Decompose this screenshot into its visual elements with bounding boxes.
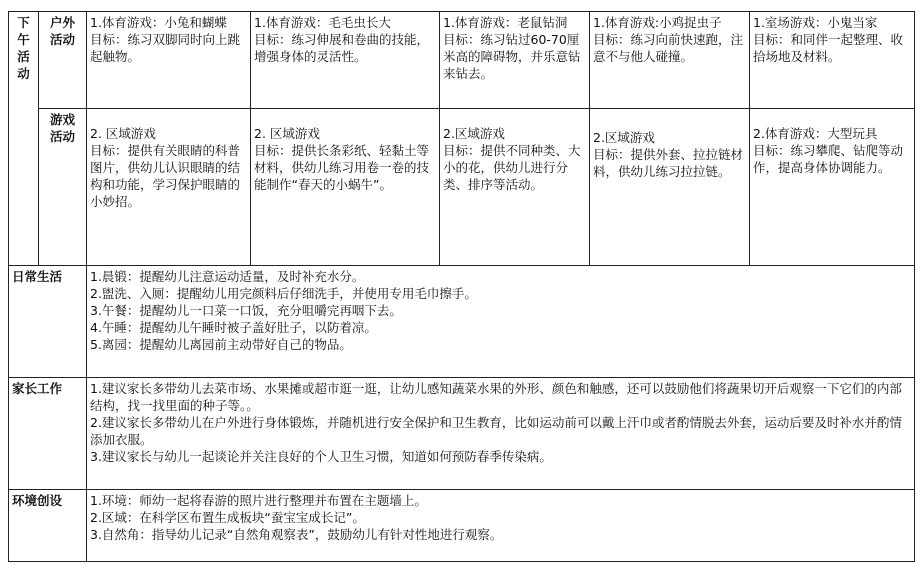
activity-title: 1.体育游戏：毛毛虫长大 <box>254 15 391 30</box>
activity-goal: 目标：练习向前快速跑，注意不与他人碰撞。 <box>593 32 744 64</box>
list-item: 3.建议家长与幼儿一起谈论并关注良好的个人卫生习惯，知道如何预防春季传染病。 <box>90 449 552 464</box>
activity-goal: 目标：提供外套、拉拉链材料，供幼儿练习拉拉链。 <box>593 147 744 179</box>
activity-goal: 目标：和同伴一起整理、收拾场地及材料。 <box>753 32 904 64</box>
activity-title: 2. 区域游戏 <box>90 126 156 141</box>
game-cell-1 <box>87 109 251 266</box>
activity-title: 1.体育游戏:小鸡捉虫子 <box>593 15 722 30</box>
game-cell-3 <box>440 109 590 266</box>
activity-title: 2.体育游戏：大型玩具 <box>753 126 878 141</box>
activity-title: 2.区域游戏 <box>443 126 505 141</box>
environment-header <box>9 490 87 562</box>
daily-life-label: 日常生活 <box>12 269 63 284</box>
list-item: 1.环境：师幼一起将春游的照片进行整理并布置在主题墙上。 <box>90 493 427 508</box>
activity-goal: 目标：提供长条彩纸、轻黏土等材料，供幼儿练习用卷一卷的技能制作“春天的小蜗牛”。 <box>254 143 430 192</box>
list-item: 3.午餐：提醒幼儿一口菜一口饭，充分咀嚼完再咽下去。 <box>90 303 402 318</box>
activity-goal: 目标：提供不同种类、大小的花，供幼儿进行分类、排序等活动。 <box>443 143 581 192</box>
activity-title: 2.区域游戏 <box>593 130 655 145</box>
family-work-header <box>9 378 87 490</box>
activity-goal: 目标：练习钻过60-70厘米高的障碍物，并乐意钻来钻去。 <box>443 32 581 81</box>
game-cell-5 <box>750 109 915 266</box>
activity-goal: 目标：练习伸展和卷曲的技能，增强身体的灵活性。 <box>254 32 430 64</box>
activity-title: 2. 区域游戏 <box>254 126 320 141</box>
list-item: 5.离园：提醒幼儿离园前主动带好自己的物品。 <box>90 337 352 352</box>
list-item: 2.区域：在科学区布置生成板块“蚕宝宝成长记”。 <box>90 510 365 525</box>
list-item: 2.建议家长多带幼儿在户外进行身体锻炼，并随机进行安全保护和卫生教育，比如运动前可以戴上汗巾或者酌情脱去外套，运动后要及时补水并酌情添加衣服。 <box>90 415 902 447</box>
outdoor-cell-4 <box>590 12 750 109</box>
environment-content <box>87 490 915 562</box>
daily-life-row <box>9 266 915 378</box>
activity-title: 1.体育游戏：老鼠钻洞 <box>443 15 568 30</box>
outdoor-activity-row <box>9 12 915 109</box>
outdoor-cell-3 <box>440 12 590 109</box>
outdoor-cell-5 <box>750 12 915 109</box>
activity-goal: 目标：提供有关眼睛的科普图片，供幼儿认识眼睛的结构和功能，学习保护眼睛的小妙招。 <box>90 143 241 209</box>
list-item: 4.午睡：提醒幼儿午睡时被子盖好肚子，以防着凉。 <box>90 320 377 335</box>
afternoon-label: 下午活动 <box>17 15 30 81</box>
daily-life-header <box>9 266 87 378</box>
activity-title: 1.室场游戏：小鬼当家 <box>753 15 878 30</box>
game-cell-2 <box>251 109 440 266</box>
list-item: 2.盥洗、入厕：提醒幼儿用完颜料后仔细洗手，并使用专用毛巾擦手。 <box>90 286 477 301</box>
list-item: 1.晨锻：提醒幼儿注意运动适量，及时补充水分。 <box>90 269 365 284</box>
daily-life-content <box>87 266 915 378</box>
game-label: 游戏活动 <box>49 112 75 144</box>
environment-label: 环境创设 <box>12 493 63 508</box>
afternoon-activity-header <box>9 12 39 266</box>
game-cell-4 <box>590 109 750 266</box>
activity-title: 1.体育游戏：小兔和蝴蝶 <box>90 15 227 30</box>
activity-goal: 目标：练习双脚同时向上跳起触物。 <box>90 32 241 64</box>
outdoor-label: 户外活动 <box>49 15 75 47</box>
weekly-plan-table <box>8 11 915 562</box>
family-work-label: 家长工作 <box>12 381 63 396</box>
family-work-content <box>87 378 915 490</box>
outdoor-activity-header <box>39 12 87 109</box>
outdoor-cell-2 <box>251 12 440 109</box>
activity-goal: 目标：练习攀爬、钻爬等动作，提高身体协调能力。 <box>753 143 904 175</box>
game-activity-header <box>39 109 87 266</box>
list-item: 1.建议家长多带幼儿去菜市场、水果摊或超市逛一逛，让幼儿感知蔬菜水果的外形、颜色和触感，还可以鼓励他们将蔬果切开后观察一下它们的内部结构，找一找里面的种子等。。 <box>90 381 902 413</box>
list-item: 3.自然角：指导幼儿记录“自然角观察表”，鼓励幼儿有针对性地进行观察。 <box>90 527 503 542</box>
family-work-row <box>9 378 915 490</box>
outdoor-cell-1 <box>87 12 251 109</box>
game-activity-row <box>9 109 915 266</box>
environment-row <box>9 490 915 562</box>
